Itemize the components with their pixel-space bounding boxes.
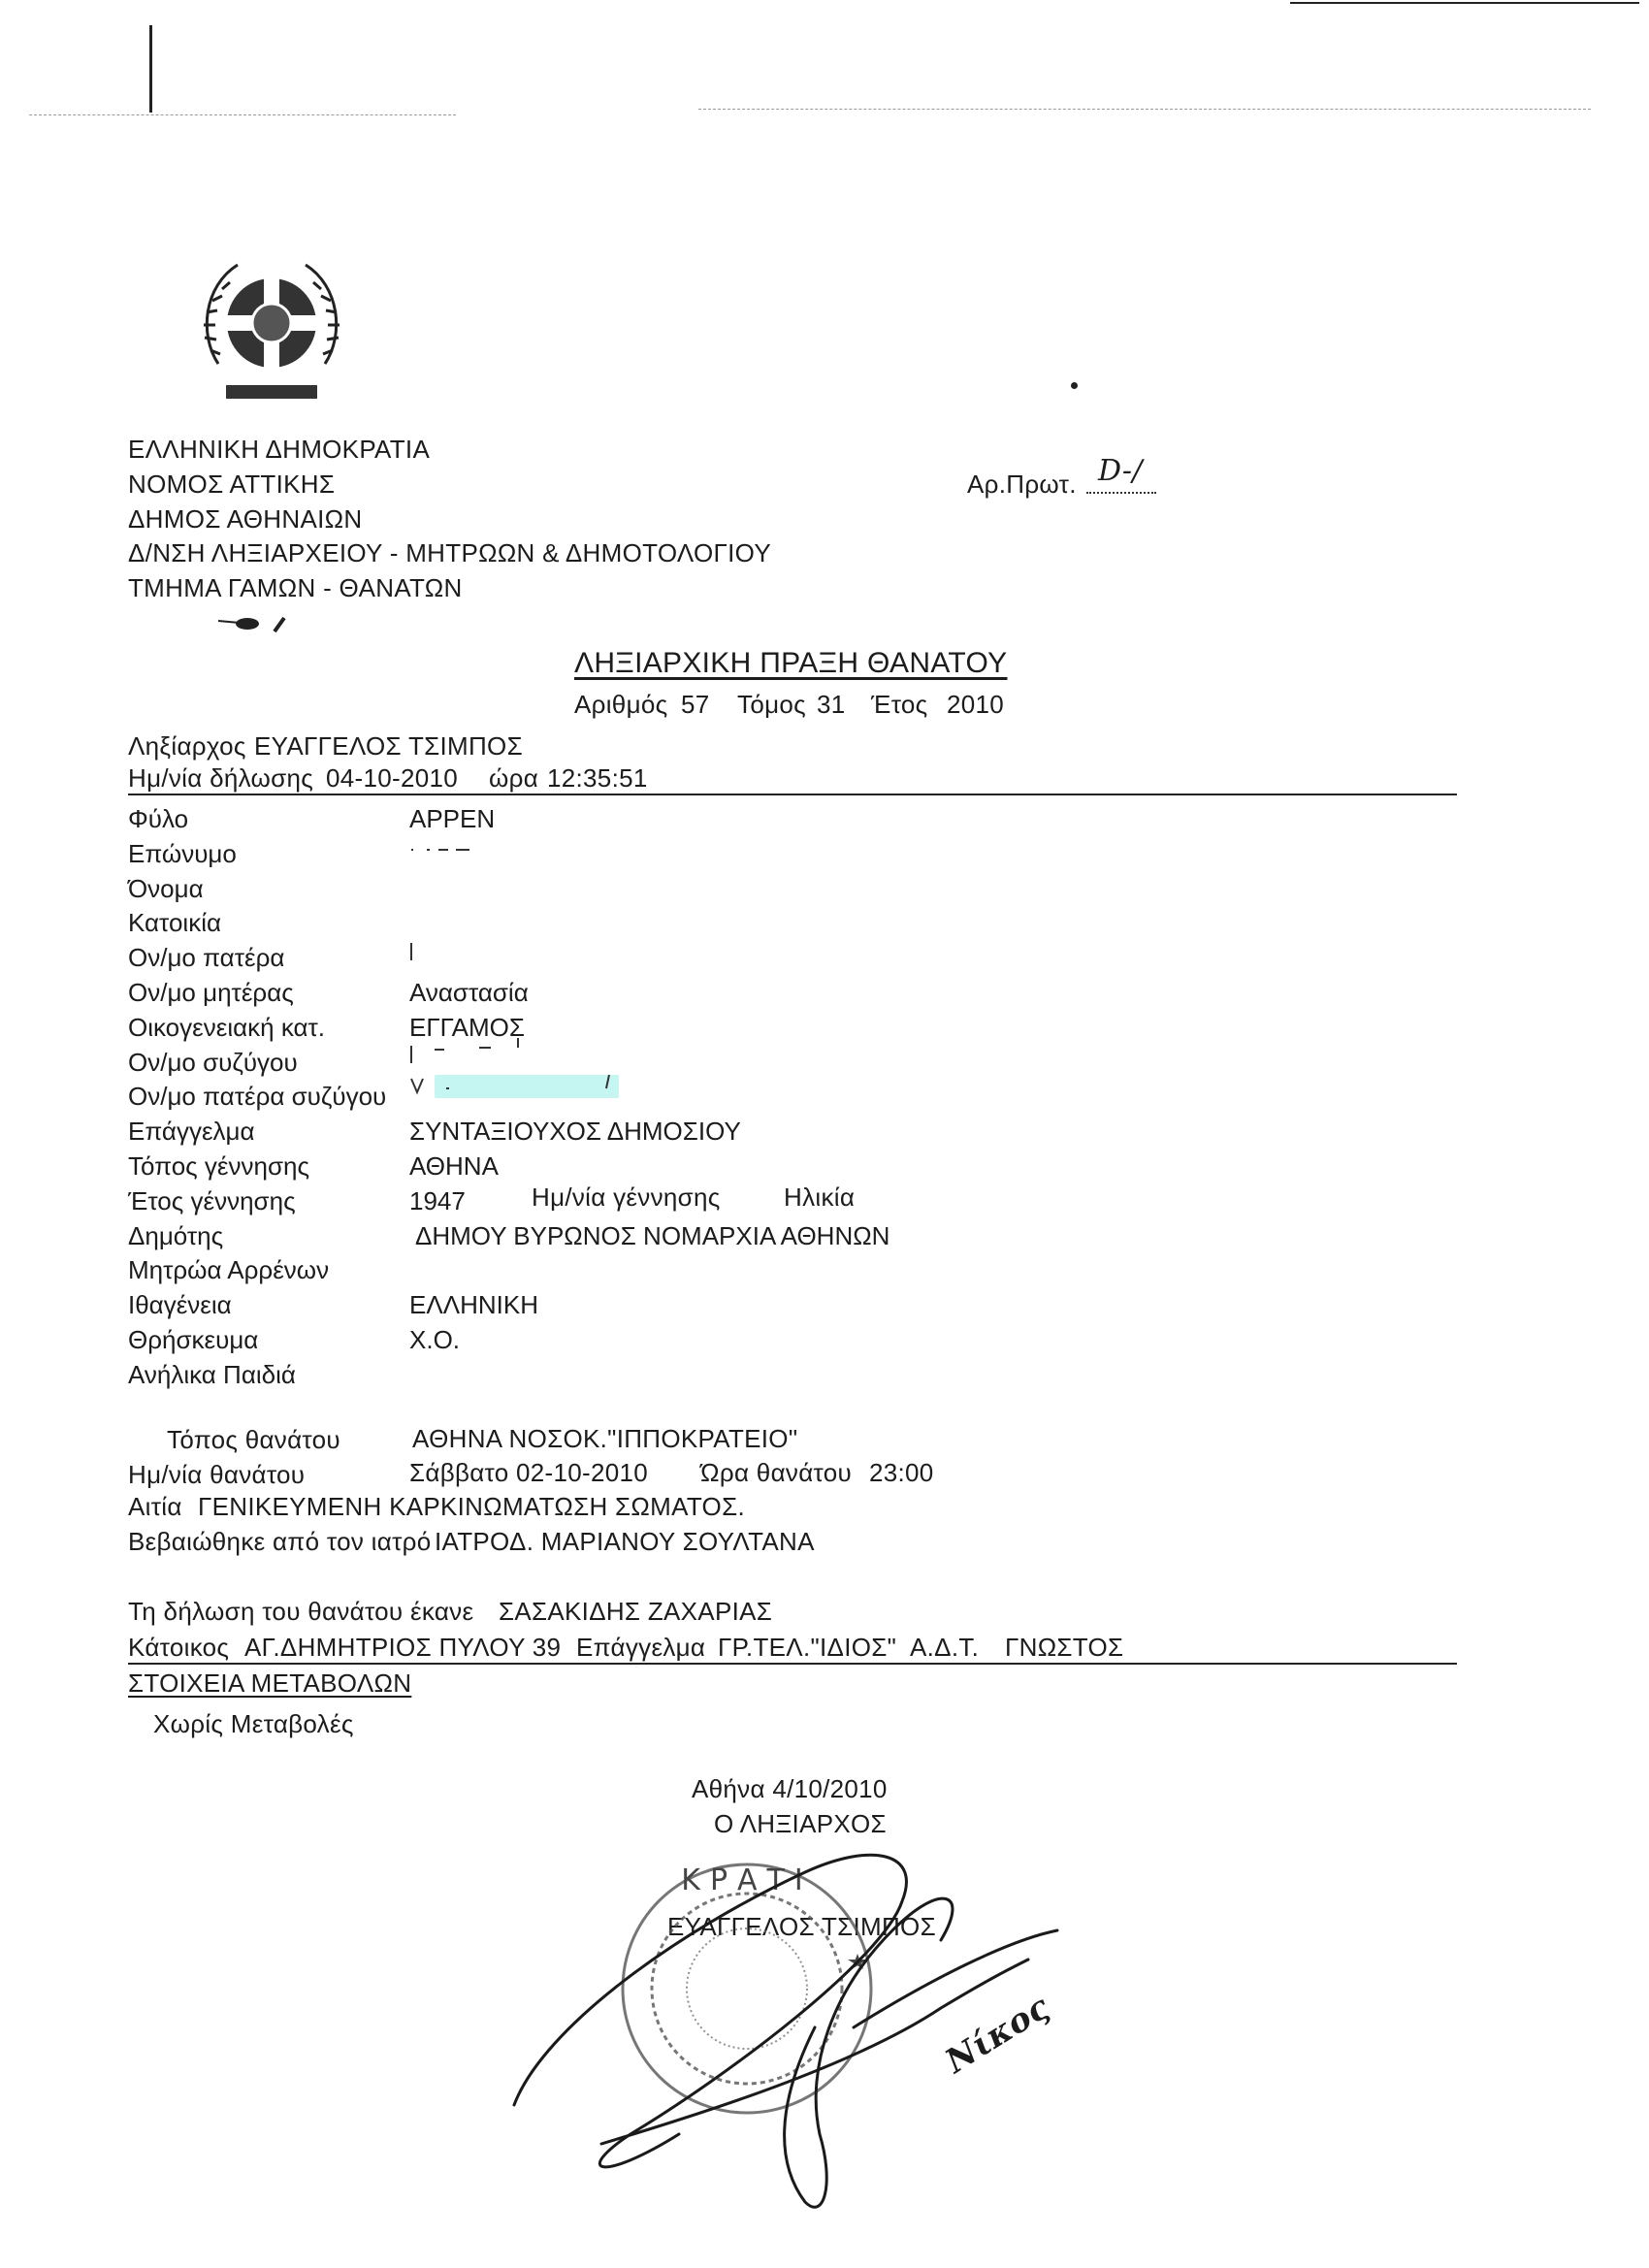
- declarant-profession: ΓΡ.ΤΕΛ."ΙΔΙΟΣ": [718, 1633, 897, 1662]
- registrar-label: Ληξίαρχος: [128, 731, 246, 761]
- field-label: Ον/μο συζύγου: [128, 1048, 298, 1077]
- header-line-municipality: ΔΗΜΟΣ ΑΘΗΝΑΙΩΝ: [128, 504, 363, 534]
- scan-mark-top-left: [29, 114, 456, 115]
- field-label: Επώνυμο: [128, 839, 237, 868]
- section-divider: [128, 794, 1457, 795]
- signature-role: Ο ΛΗΞΙΑΡΧΟΣ: [714, 1809, 887, 1838]
- death-time: 23:00: [869, 1458, 934, 1487]
- death-cause-label: Αιτία: [128, 1492, 182, 1521]
- document-year: 2010: [947, 690, 1005, 719]
- declarant-label: Τη δήλωση του θανάτου έκανε: [128, 1597, 474, 1626]
- field-label: Δημότης: [128, 1221, 224, 1250]
- registrar-name: ΕΥΑΓΓΕΛΟΣ ΤΣΙΜΠΟΣ: [254, 731, 523, 761]
- field-label: Ανήλικα Παιδιά: [128, 1360, 296, 1389]
- ink-smudge: [218, 614, 296, 635]
- field-value: ΣΥΝΤΑΞΙΟΥΧΟΣ ΔΗΜΟΣΙΟΥ: [409, 1117, 741, 1146]
- field-label: Μητρώα Αρρένων: [128, 1255, 330, 1284]
- header-line-prefecture: ΝΟΜΟΣ ΑΤΤΙΚΗΣ: [128, 470, 336, 499]
- declarant-id: ΓΝΩΣΤΟΣ: [1005, 1633, 1124, 1662]
- declarant-name: ΣΑΣΑΚΙΔΗΣ ΖΑΧΑΡΙΑΣ: [499, 1597, 773, 1626]
- death-place-label: Τόπος θανάτου: [167, 1425, 340, 1454]
- declaration-time-label: ώρα: [489, 763, 539, 793]
- field-label: Κατοικία: [128, 908, 222, 937]
- field-label: Φύλο: [128, 804, 189, 833]
- protocol-value: D-/: [1098, 454, 1143, 488]
- declarant-residence-label: Κάτοικος: [128, 1633, 230, 1662]
- field-label: Ιθαγένεια: [128, 1290, 232, 1319]
- document-volume-label: Τόμος: [737, 690, 806, 719]
- field-value: 1947: [409, 1186, 466, 1215]
- field-label: Θρήσκευμα: [128, 1325, 259, 1354]
- handwritten-name: Νίκος: [938, 1988, 1057, 2082]
- declaration-date-label: Ημ/νία δήλωσης: [128, 763, 314, 793]
- certified-by-label: Βεβαιώθηκε από τον ιατρό: [128, 1527, 432, 1556]
- document-title: ΛΗΞΙΑΡΧΙΚΗ ΠΡΑΞΗ ΘΑΝΑΤΟΥ: [574, 647, 1008, 679]
- field-label: Επάγγελμα: [128, 1117, 255, 1146]
- death-date: Σάββατο 02-10-2010: [409, 1458, 649, 1487]
- declarant-divider: [128, 1663, 1457, 1665]
- signature-name: ΕΥΑΓΓΕΛΟΣ ΤΣΙΜΠΟΣ: [667, 1912, 936, 1941]
- header-line-directorate: Δ/ΝΣΗ ΛΗΞΙΑΡΧΕΙΟΥ - ΜΗΤΡΩΩΝ & ΔΗΜΟΤΟΛΟΓΙΟΥ: [128, 538, 771, 567]
- field-label: Έτος γέννησης: [128, 1186, 296, 1215]
- field-value: Χ.Ο.: [409, 1325, 461, 1354]
- field-label: Ον/μο πατέρα: [128, 943, 285, 972]
- document-number: 57: [681, 690, 710, 719]
- changes-title: ΣΤΟΙΧΕΙΑ ΜΕΤΑΒΟΛΩΝ: [128, 1669, 412, 1698]
- header-line-republic: ΕΛΛΗΝΙΚΗ ΔΗΜΟΚΡΑΤΙΑ: [128, 435, 431, 464]
- declaration-time: 12:35:51: [547, 763, 648, 793]
- birth-date-label: Ημ/νία γέννησης: [532, 1183, 721, 1212]
- document-volume: 31: [817, 690, 846, 719]
- header-line-department: ΤΜΗΜΑ ΓΑΜΩΝ - ΘΑΝΑΤΩΝ: [128, 573, 463, 602]
- certified-by: ΙΑΤΡΟΔ. ΜΑΡΙΑΝΟΥ ΣΟΥΛΤΑΝΑ: [435, 1527, 815, 1556]
- death-date-label: Ημ/νία θανάτου: [128, 1460, 306, 1489]
- field-label: Ον/μο πατέρα συζύγου: [128, 1082, 387, 1111]
- field-label: Όνομα: [128, 874, 204, 903]
- field-value: ΕΛΛΗΝΙΚΗ: [409, 1290, 538, 1319]
- changes-text: Χωρίς Μεταβολές: [153, 1709, 354, 1738]
- redaction-scribbles: [407, 834, 698, 1096]
- declarant-residence: ΑΓ.ΔΗΜΗΤΡΙΟΣ ΠΥΛΟΥ 39: [244, 1633, 562, 1662]
- declarant-id-label: Α.Δ.Τ.: [910, 1633, 980, 1662]
- scan-mark-vertical: [149, 25, 152, 113]
- declarant-profession-label: Επάγγελμα: [576, 1633, 706, 1662]
- field-value: Αναστασία: [409, 978, 529, 1007]
- scan-mark-top-right: [698, 109, 1591, 110]
- stamp-text: ΚΡΑΤΙ: [681, 1863, 813, 1897]
- signature-place-date: Αθήνα 4/10/2010: [692, 1774, 888, 1803]
- protocol-label: Αρ.Πρωτ.: [967, 470, 1077, 499]
- scan-mark-top-edge: [1290, 2, 1639, 4]
- field-label: Οικογενειακή κατ.: [128, 1013, 326, 1042]
- declaration-date: 04-10-2010: [326, 763, 458, 793]
- greek-republic-emblem-icon: [199, 247, 344, 412]
- death-time-label: Ώρα θανάτου: [700, 1458, 853, 1487]
- document-year-label: Έτος: [871, 690, 928, 719]
- age-label: Ηλικία: [784, 1183, 856, 1212]
- field-label: Τόπος γέννησης: [128, 1151, 309, 1181]
- death-place: ΑΘΗΝΑ ΝΟΣΟΚ."ΙΠΠΟΚΡΑΤΕΙΟ": [412, 1424, 798, 1453]
- protocol-dotted-line: [1086, 492, 1156, 494]
- field-value: ΑΘΗΝΑ: [409, 1151, 499, 1181]
- field-value: ΑΡΡΕΝ: [409, 804, 496, 833]
- field-label: Ον/μο μητέρας: [128, 978, 294, 1007]
- ink-dot: [1071, 382, 1078, 389]
- death-cause: ΓΕΝΙΚΕΥΜΕΝΗ ΚΑΡΚΙΝΩΜΑΤΩΣΗ ΣΩΜΑΤΟΣ.: [198, 1492, 745, 1521]
- field-value: ΔΗΜΟΥ ΒΥΡΩΝΟΣ ΝΟΜΑΡΧΙΑ ΑΘΗΝΩΝ: [415, 1221, 890, 1250]
- field-value: ΕΓΓΑΜΟΣ: [409, 1013, 525, 1042]
- document-number-label: Αριθμός: [574, 690, 668, 719]
